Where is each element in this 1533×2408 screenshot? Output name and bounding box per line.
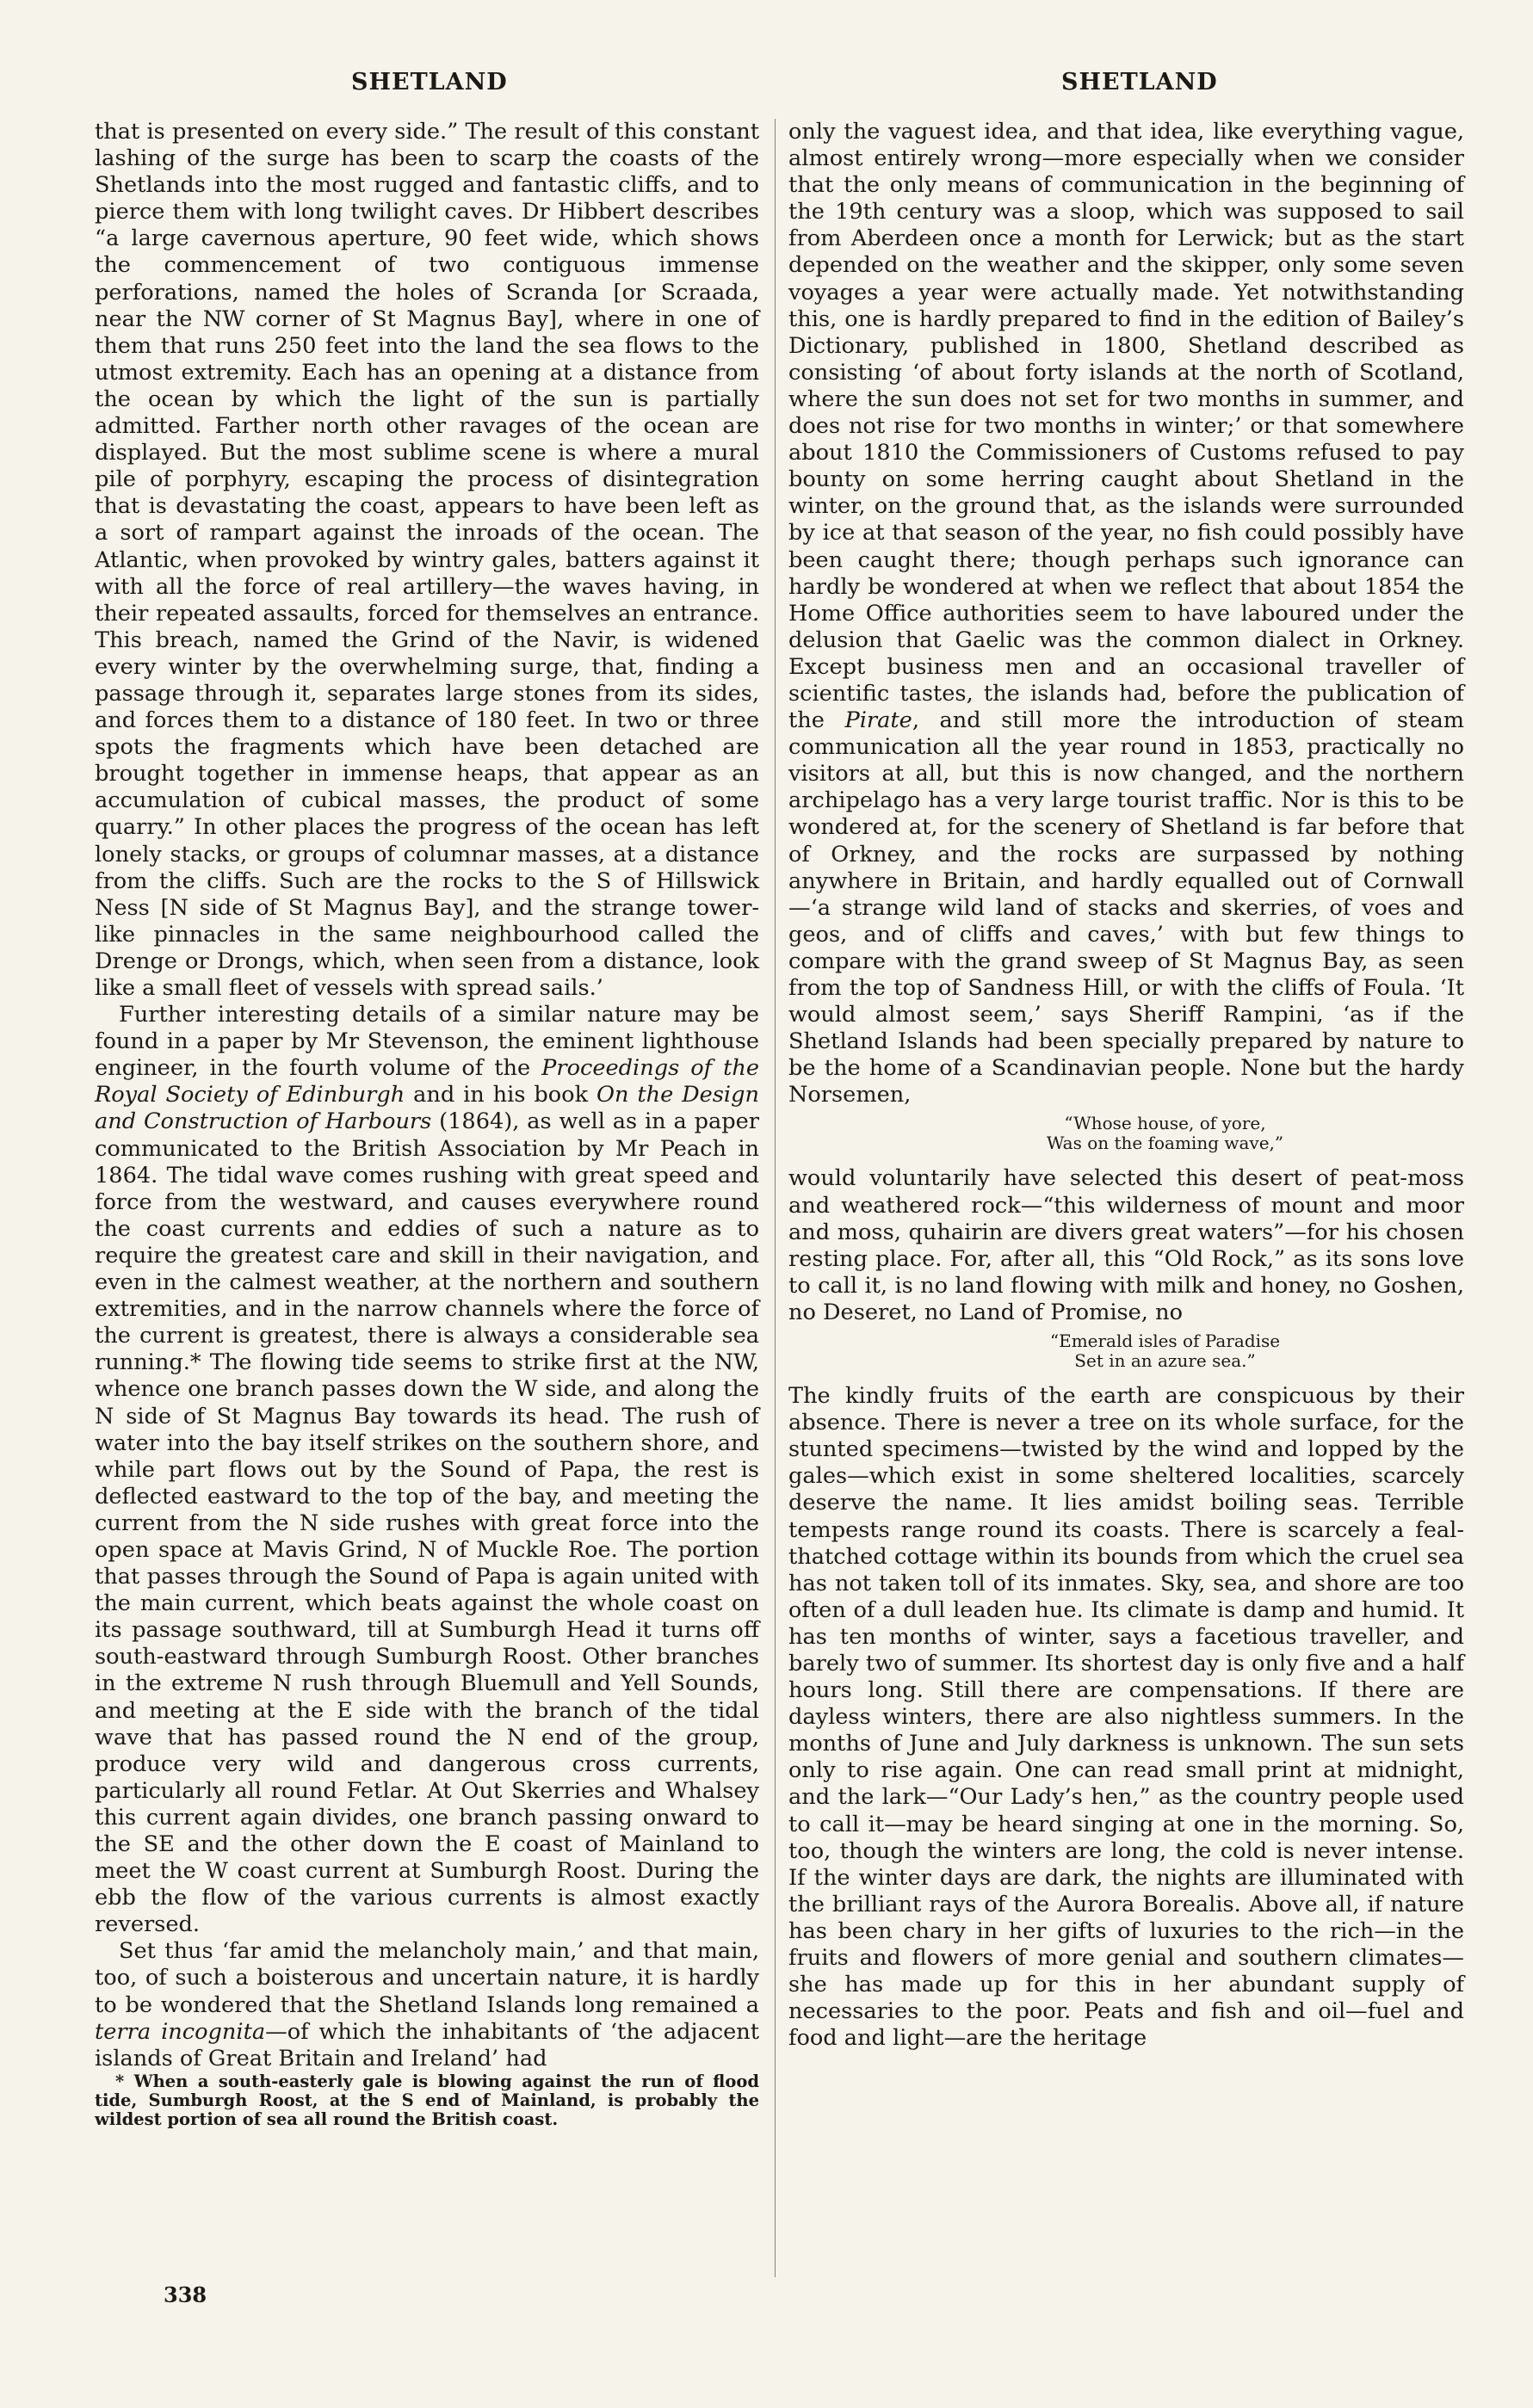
left-column <box>95 119 759 2279</box>
verse-quote <box>866 1331 1464 1371</box>
running-head-right: SHETLAND <box>1061 69 1218 96</box>
right-column <box>788 119 1464 2305</box>
verse-line: Was on the foaming wave,” <box>1046 1133 1284 1154</box>
running-head-left: SHETLAND <box>351 69 508 96</box>
page-number: 338 <box>164 2282 207 2307</box>
column-divider <box>775 119 776 2277</box>
paragraph: The kindly fruits of the earth are conspicuous by their absence. There is never a tree on its whole surface, for the stunted specimens—twisted by the wind and lopped by the gales—which exist in some sheltered localities, scarcely deserve the name. It lies amidst boiling seas. Terrible tempests range round its coasts. There is scarcely a feal-thatched cottage within its bounds from which the cruel sea has not taken toll of its inmates. Sky, sea, and shore are too often of a dull leaden hue. Its climate is damp and humid. It has ten months of winter, says a facetious traveller, and barely two of summer. Its shortest day is only five and a half hours long. Still there are compensations. If there are dayless winters, there are also nightless summers. In the months of June and July darkness is unknown. The sun sets only to rise again. One can read small print at midnight, and the lark—“Our Lady’s hen,” as the country people used to call it—may be heard singing at one in the morning. So, too, though the winters are long, the cold is never intense. If the winter days are dark, the nights are illuminated with the brilliant rays of the Aurora Borealis. Above all, if nature has been chary in her gifts of luxuries to the rich—in the fruits and flowers of more genial and southern climates—she has made up for this in her abundant supply of necessaries to the poor. Peats and fish and oil—fuel and food and light—are the heritage <box>788 1383 1464 2052</box>
verse-line: “Emerald isles of Paradise <box>1049 1331 1281 1352</box>
paragraph: that is presented on every side.” The result of this constant lashing of the surge has been to scarp the coasts of the Shetlands into the most rugged and fantastic cliffs, and to pierce them with long twilight caves. Dr Hibbert describes “a large cavernous aperture, 90 feet wide, which shows the commencement of two contiguous immense perforations, named the holes of Scranda [or Scraada, near the NW corner of St Magnus Bay], where in one of them that runs 250 feet into the land the sea flows to the utmost extremity. Each has an opening at a distance from the ocean by which the light of the sun is partially admitted. Farther north other ravages of the ocean are displayed. But the most sublime scene is where a mural pile of porphyry, escaping the process of disintegration that is devastating the coast, appears to have been left as a sort of rampart against the inroads of the ocean. The Atlantic, when provoked by wintry gales, batters against it with all the force of real artillery—the waves having, in their repeated assaults, forced for themselves an entrance. This breach, named the Grind of the Navir, is widened every winter by the overwhelming surge, that, finding a passage through it, separates large stones from its sides, and forces them to a distance of 180 feet. In two or three spots the fragments which have been detached are brought together in immense heaps, that appear as an accumulation of cubical masses, the product of some quarry.” In other places the progress of the ocean has left lonely stacks, or groups of columnar masses, at a distance from the cliffs. Such are the rocks to the S of Hillswick Ness [N side of St Magnus Bay], and the strange tower-like pinnacles in the same neighbourhood called the Drenge or Drongs, which, when seen from a distance, look like a small fleet of vessels with spread sails.’ <box>95 119 759 1001</box>
footnote: * When a south-easterly gale is blowing against the run of flood tide, Sumburgh Roost, at the S end of Mainland, is probably the wildest portion of sea all round the British coast. <box>95 2071 759 2129</box>
verse-line: “Whose house, of yore, <box>1064 1113 1266 1134</box>
paragraph: Set thus ‘far amid the melancholy main,’ and that main, too, of such a boisterous and uncertain nature, it is hardly to be wondered that the Shetland Islands long remained a terra incognita—of which the inhabitants of ‘the adjacent islands of Great Britain and Ireland’ had <box>95 1938 759 2071</box>
paragraph: would voluntarily have selected this desert of peat-moss and weathered rock—“this wilderness of mount and moor and moss, quhairin are divers great waters”—for his chosen resting place. For, after all, this “Old Rock,” as its sons love to call it, is no land flowing with milk and honey, no Goshen, no Deseret, no Land of Promise, no <box>788 1165 1464 1325</box>
verse-quote <box>866 1114 1464 1153</box>
paragraph: Further interesting details of a similar nature may be found in a paper by Mr Stevenson, the eminent lighthouse engineer, in the fourth volume of the Proceedings of the Royal Society of Edinburgh and in his book On the Design and Construction of Harbours (1864), as well as in a paper communicated to the British Association by Mr Peach in 1864. The tidal wave comes rushing with great speed and force from the westward, and causes everywhere round the coast currents and eddies of such a nature as to require the greatest care and skill in their navigation, and even in the calmest weather, at the northern and southern extremities, and in the narrow channels where the force of the current is greatest, there is always a considerable sea running.* The flowing tide seems to strike first at the NW, whence one branch passes down the W side, and along the N side of St Magnus Bay towards its head. The rush of water into the bay itself strikes on the southern shore, and while part flows out by the Sound of Papa, the rest is deflected eastward to the top of the bay, and meeting the current from the N side rushes with great force into the open space at Mavis Grind, N of Muckle Roe. The portion that passes through the Sound of Papa is again united with the main current, which beats against the whole coast on its passage southward, till at Sumburgh Head it turns off south-eastward through Sumburgh Roost. Other branches in the extreme N rush through Bluemull and Yell Sounds, and meeting at the E side with the branch of the tidal wave that has passed round the N end of the group, produce very wild and dangerous cross currents, particularly all round Fetlar. At Out Skerries and Whalsey this current again divides, one branch passing onward to the SE and the other down the E coast of Mainland to meet the W coast current at Sumburgh Roost. During the ebb the flow of the various currents is almost exactly reversed. <box>95 1002 760 1938</box>
verse-line: Set in an azure sea.” <box>1074 1350 1256 1372</box>
paragraph: only the vaguest idea, and that idea, like everything vague, almost entirely wrong—more especially when we consider that the only means of communication in the beginning of the 19th century was a sloop, which was supposed to sail from Aberdeen once a month for Lerwick; but as the start depended on the weather and the skipper, only some seven voyages a year were actually made. Yet notwithstanding this, one is hardly prepared to find in the edition of Bailey’s Dictionary, published in 1800, Shetland described as consisting ‘of about forty islands at the north of Scotland, where the sun does not set for two months in summer, and does not rise for two months in winter;’ or that somewhere about 1810 the Commissioners of Customs refused to pay bounty on some herring caught about Shetland in the winter, on the ground that, as the islands were surrounded by ice at that season of the year, no fish could possibly have been caught there; though perhaps such ignorance can hardly be wondered at when we reflect that about 1854 the Home Office authorities seem to have laboured under the delusion that Gaelic was the common dialect in Orkney. Except business men and an occasional traveller of scientific tastes, the islands had, before the publication of the Pirate, and still more the introduction of steam communication all the year round in 1853, practically no visitors at all, but this is now changed, and the northern archipelago has a very large tourist traffic. Nor is this to be wondered at, for the scenery of Shetland is far before that of Orkney, and the rocks are surpassed by nothing anywhere in Britain, and hardly equalled out of Cornwall—‘a strange wild land of stacks and skerries, of voes and geos, and of cliffs and caves,’ with but few things to compare with the grand sweep of St Magnus Bay, as seen from the top of Sandness Hill, or with the cliffs of Foula. ‘It would almost seem,’ says Sheriff Rampini, ‘as if the Shetland Islands had been specially prepared by nature to be the home of a Scandinavian people. None but the hardy Norsemen, <box>788 119 1464 1108</box>
